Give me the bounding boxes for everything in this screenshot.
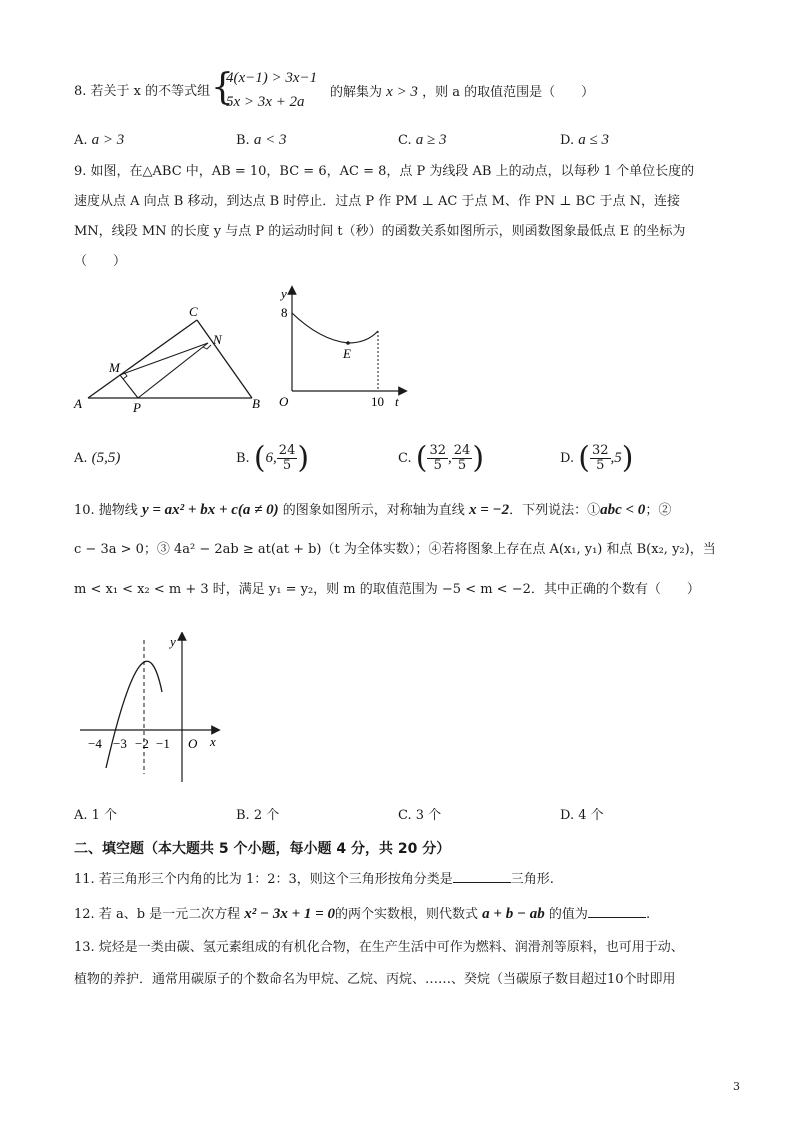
graph-label-y: y <box>281 286 287 301</box>
segment-mn <box>120 343 208 375</box>
q9-line-4: （ ） <box>74 254 127 269</box>
q9-option-d[interactable]: D. ( $\frac{32}{5}$ ,5) <box>560 440 634 476</box>
page-number: 3 <box>733 1080 740 1093</box>
q10-tick-minus1: −1 <box>156 736 170 751</box>
q8-system-brace: { <box>211 67 234 108</box>
q8-stem <box>74 82 210 102</box>
q10-line-1: 10. 抛物线 y = ax² + bx + c(a ≠ 0) 的图象如图所示，对称轴为直线 x = −2．下列说法：①abc < 0；② <box>74 502 672 518</box>
graph-label-8: 8 <box>281 305 288 320</box>
q9-line-3: MN，线段 MN 的长度 y 与点 P 的运动时间 t（秒）的函数关系如图所示，则函数图象最低点 E 的坐标为 <box>74 224 686 239</box>
q10-option-a[interactable]: A. 1 个 <box>74 808 118 823</box>
q10-tick-minus2: −2 <box>135 736 149 751</box>
graph-label-o: O <box>279 394 289 409</box>
q8-solution: x > 3 <box>386 84 418 100</box>
q10-parabola-graph <box>78 632 228 784</box>
q10-line-2: c − 3a > 0；③ 4a² − 2ab ≥ at(at + b)（t 为全体实数）；④若将图象上存在点 A(x₁, y₁) 和点 B(x₂, y₂)，当 <box>74 542 716 557</box>
graph-label-10: 10 <box>371 394 384 409</box>
y-t-curve <box>292 313 378 343</box>
q10-label-x: x <box>210 734 216 749</box>
section-2-heading: 二、填空题（本大题共 5 个小题，每小题 4 分，共 20 分） <box>74 841 451 857</box>
parabola-curve <box>106 661 162 768</box>
q8-suffix: ，则 a 的取值范围是（ ） <box>422 85 595 100</box>
q9-option-b[interactable]: B. (6, $\frac{24}{5}$ ) <box>236 440 310 476</box>
point-e <box>346 341 350 345</box>
q13-line-2: 植物的养护．通常用碳原子的个数命名为甲烷、乙烷、丙烷、……、癸烷（当碳原子数目超过10个时即用 <box>74 972 676 987</box>
label-a: A <box>74 396 82 411</box>
q9-line-1: 9. 如图，在△ABC 中，AB = 10，BC = 6，AC = 8，点 P 为线段 AB 上的动点，以每秒 1 个单位长度的 <box>74 164 695 179</box>
q12: 12. 若 a、b 是一元二次方程 x² − 3x + 1 = 0的两个实数根，则代数式 a + b − ab 的值为 . <box>74 906 651 922</box>
q9-function-graph <box>275 285 410 410</box>
label-m: M <box>109 360 120 375</box>
segment-ac <box>88 320 197 398</box>
q10-option-d[interactable]: D. 4 个 <box>560 808 604 823</box>
label-p: P <box>133 400 141 415</box>
q11-answer-blank[interactable] <box>453 870 511 883</box>
label-n: N <box>213 332 222 347</box>
segment-pn <box>138 343 208 398</box>
q10-option-c[interactable]: C. 3 个 <box>398 808 442 823</box>
label-b: B <box>252 396 260 411</box>
q8-inequality-2: 5x > 3x + 2a <box>226 94 305 110</box>
segment-bc <box>197 320 252 398</box>
q12-answer-blank[interactable] <box>588 905 646 918</box>
q8-option-b[interactable]: B. a < 3 <box>236 132 287 148</box>
q8-inequality-1: 4(x−1) > 3x−1 <box>226 70 318 86</box>
segment-pm <box>120 375 138 398</box>
q10-line-3: m < x₁ < x₂ < m + 3 时，满足 y₁ = y₂，则 m 的取值范围为 −5 < m < −2．其中正确的个数有（ ） <box>74 582 700 597</box>
q11: 11. 若三角形三个内角的比为 1：2：3，则这个三角形按角分类是 三角形. <box>74 872 554 887</box>
graph-label-t: t <box>395 394 399 409</box>
q10-tick-minus3: −3 <box>113 736 127 751</box>
q8-prefix: 8. 若关于 x 的不等式组 <box>74 84 211 99</box>
q9-option-c[interactable]: C. ( $\frac{32}{5}$ , $\frac{24}{5}$ ) <box>398 440 485 476</box>
q8-middle: 的解集为 x > 3 ，则 a 的取值范围是（ ） <box>330 84 595 100</box>
q9-line-2: 速度从点 A 向点 B 移动，到达点 B 时停止．过点 P 作 PM ⊥ AC 于点 M、作 PN ⊥ BC 于点 N，连接 <box>74 194 681 209</box>
graph-label-e: E <box>343 346 351 361</box>
q10-label-o: O <box>188 736 198 751</box>
q9-triangle-figure <box>70 300 270 415</box>
q10-tick-minus4: −4 <box>88 736 102 751</box>
q10-label-y: y <box>170 634 176 649</box>
q8-option-c[interactable]: C. a ≥ 3 <box>398 132 447 148</box>
q9-option-a[interactable]: A. (5,5) <box>74 450 121 466</box>
q13-line-1: 13. 烷烃是一类由碳、氢元素组成的有机化合物，在生产生活中可作为燃料、润滑剂等原料，也可用于动、 <box>74 940 684 955</box>
q8-option-d[interactable]: D. a ≤ 3 <box>560 132 609 148</box>
label-c: C <box>189 304 198 319</box>
q10-option-b[interactable]: B. 2 个 <box>236 808 280 823</box>
q8-option-a[interactable]: A. a > 3 <box>74 132 125 148</box>
